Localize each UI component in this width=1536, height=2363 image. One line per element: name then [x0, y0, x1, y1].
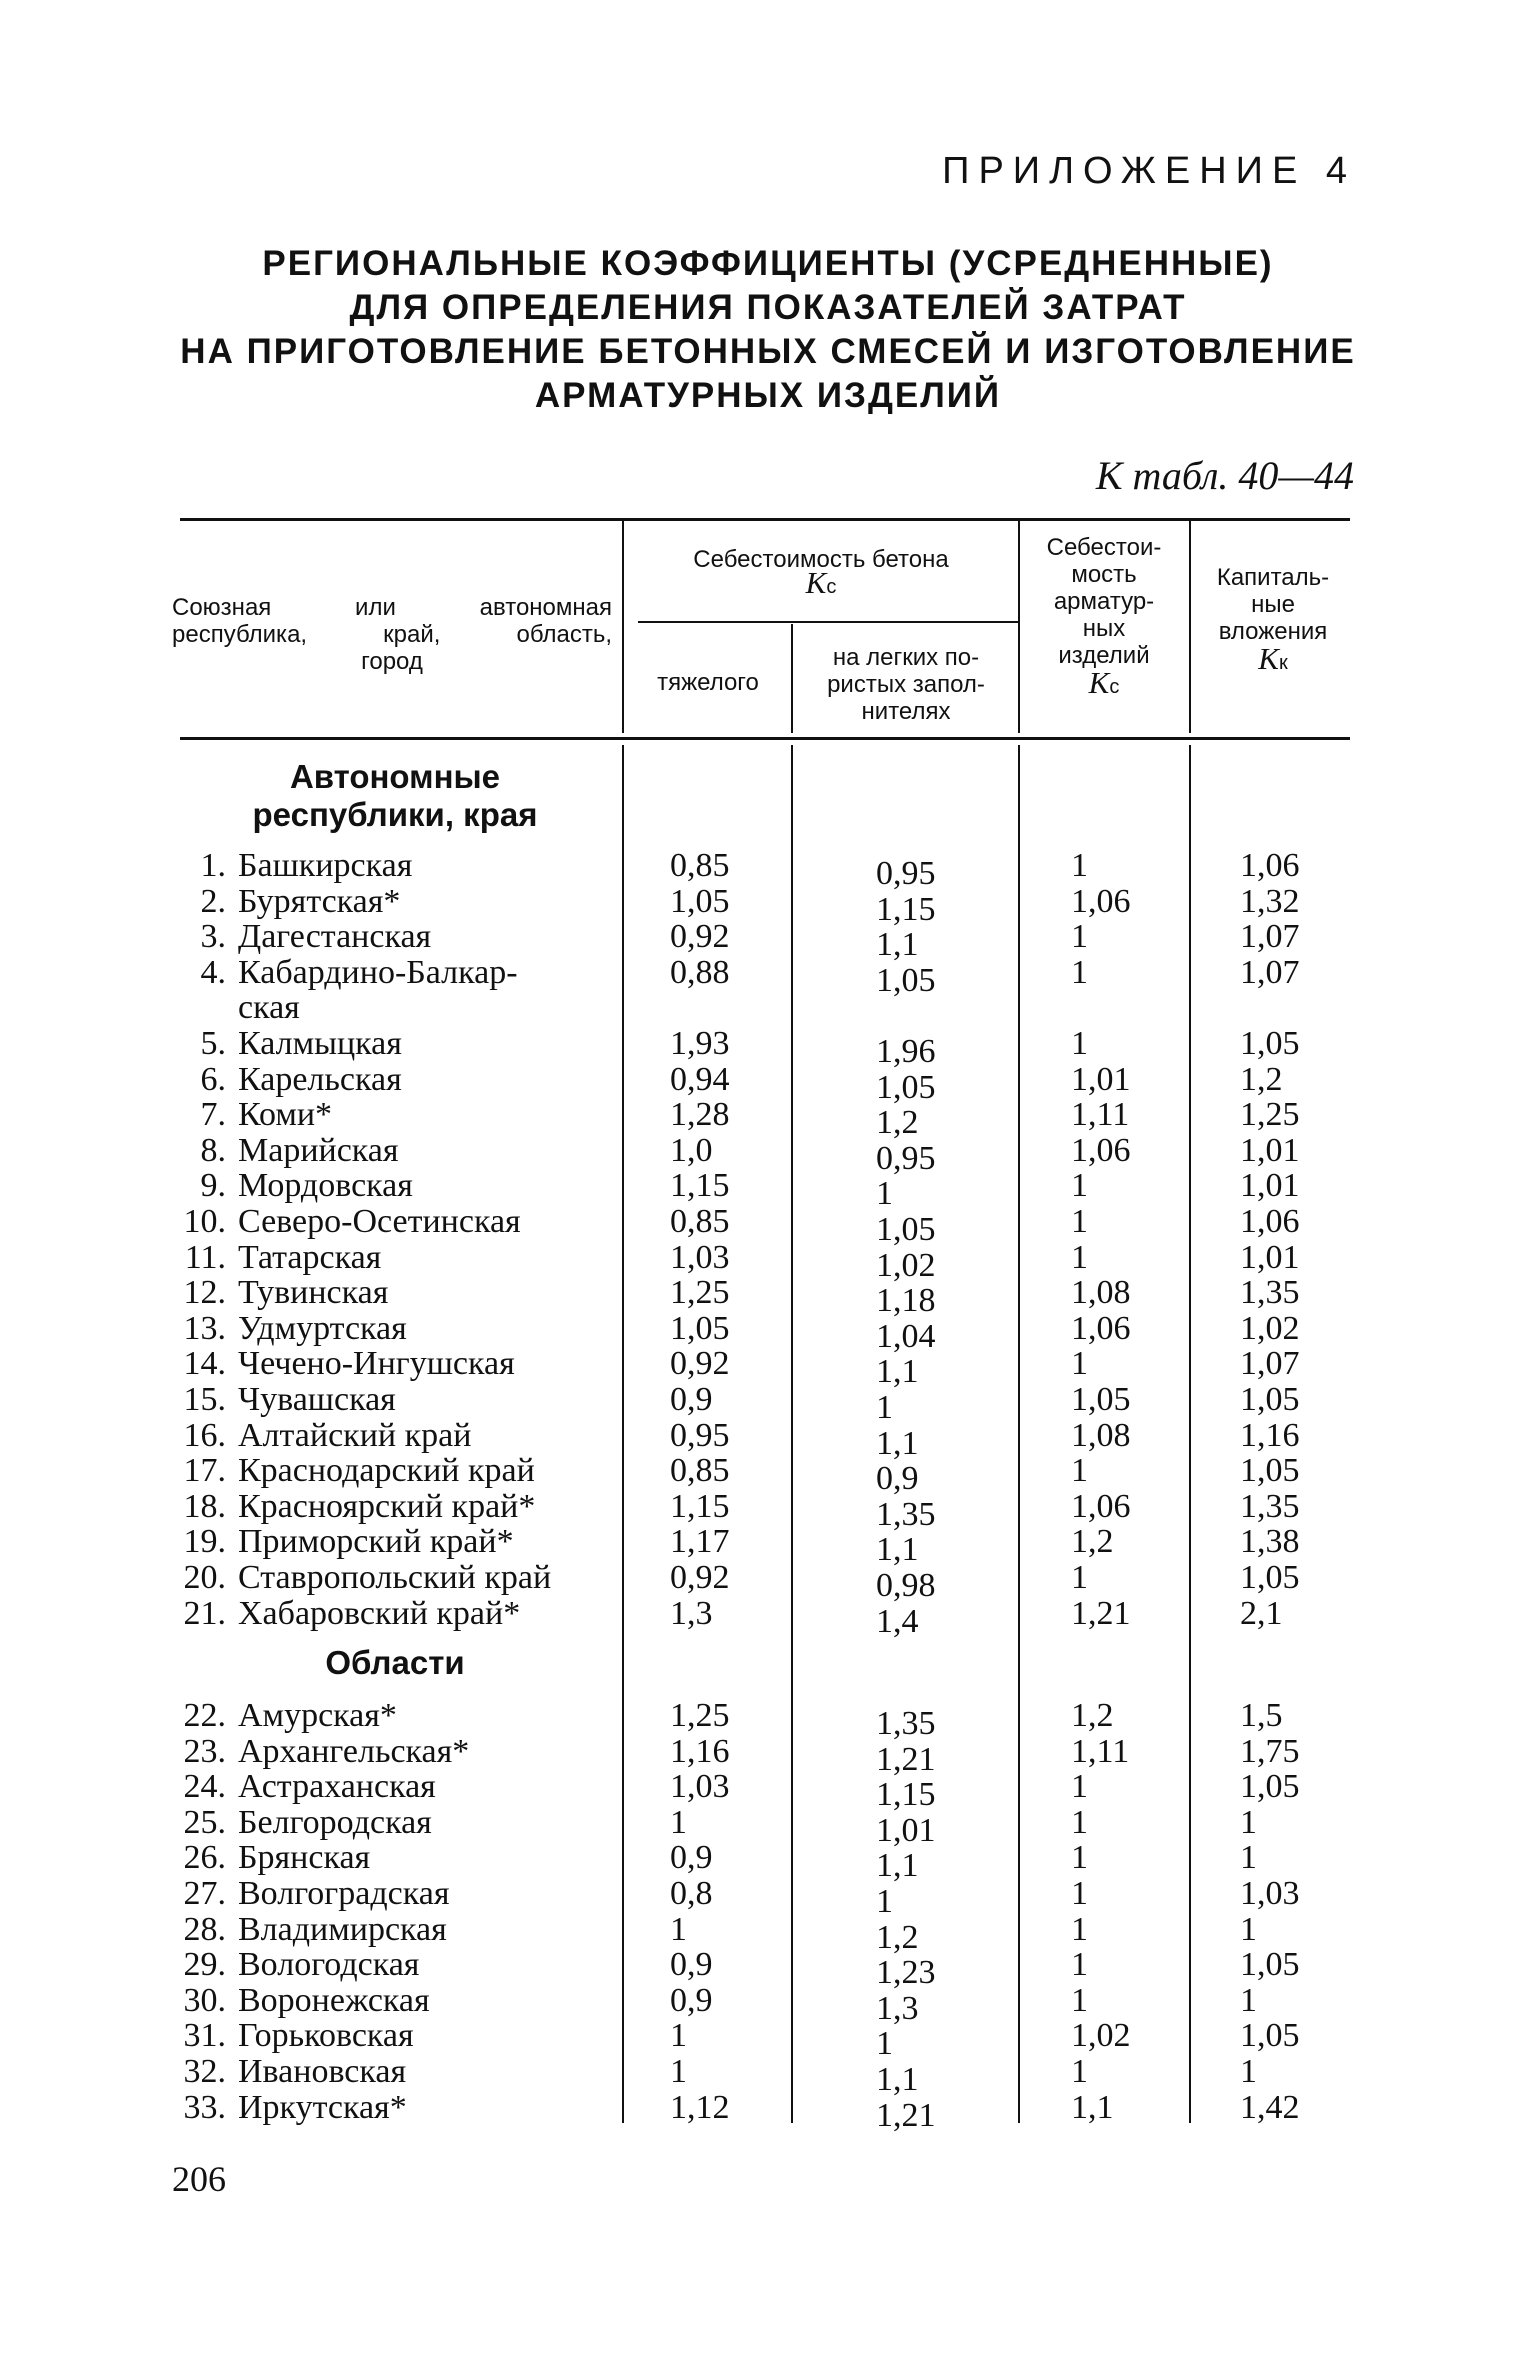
capital-investment: 1,05	[1240, 1559, 1300, 1596]
region-name: Алтайский край	[238, 1416, 472, 1454]
capital-investment: 1,05	[1240, 1381, 1300, 1418]
capital-investment: 1,07	[1240, 1345, 1300, 1383]
light-concrete-cost: 1,21	[876, 2096, 936, 2134]
region-name: Бурятская*	[238, 882, 401, 920]
light-concrete-cost: 1,3	[876, 1989, 919, 2027]
row-number: 2.	[200, 882, 226, 920]
region-name: Краснодарский край	[238, 1452, 535, 1490]
heavy-concrete-cost: 1,15	[670, 1167, 730, 1205]
light-concrete-cost: 1,15	[876, 890, 936, 928]
rebar-cost: 1	[1071, 1946, 1088, 1984]
light-concrete-cost: 1,1	[876, 926, 919, 964]
rebar-cost: 1,2	[1071, 1523, 1114, 1561]
table-row	[0, 1946, 1536, 1992]
capital-investment: 1,06	[1240, 1203, 1300, 1240]
table-row	[0, 1559, 1536, 1604]
symbol-k: K	[1088, 665, 1110, 700]
rebar-cost: 1,06	[1071, 1487, 1131, 1525]
rebar-coefficient-symbol	[1022, 665, 1186, 701]
row-number: 19.	[183, 1523, 226, 1561]
capital-investment: 1	[1240, 1839, 1257, 1877]
row-number: 28.	[183, 1910, 226, 1948]
light-concrete-cost: 1,1	[876, 2061, 919, 2098]
rebar-cost: 1	[1071, 1839, 1088, 1877]
table-row	[0, 1910, 1536, 1956]
heavy-concrete-cost: 0,9	[670, 1381, 713, 1418]
capital-investment: 1,01	[1240, 1238, 1300, 1276]
heavy-concrete-cost: 1,05	[670, 1309, 730, 1347]
capital-investment: 1,01	[1240, 1167, 1300, 1205]
region-name: Астраханская	[238, 1768, 436, 1806]
header-region-line: республика, край, область,	[172, 621, 612, 648]
heavy-concrete-cost: 0,94	[670, 1060, 730, 1098]
header-rebar-line: арматур-	[1053, 588, 1155, 615]
region-name: Архангельская*	[238, 1732, 470, 1770]
heavy-concrete-cost: 1,16	[670, 1732, 730, 1770]
capital-investment: 1	[1240, 1910, 1257, 1948]
capital-investment: 1,32	[1240, 882, 1300, 920]
rebar-cost: 1	[1071, 1559, 1088, 1596]
table-row	[0, 1523, 1536, 1569]
row-number: 16.	[183, 1416, 226, 1454]
region-name: Мордовская	[238, 1167, 413, 1205]
table-row	[0, 1803, 1536, 1849]
title-line: АРМАТУРНЫХ ИЗДЕЛИЙ	[534, 376, 1002, 415]
capital-investment: 1,01	[1240, 1131, 1300, 1169]
rebar-cost: 1,08	[1071, 1416, 1131, 1454]
table-row	[0, 1381, 1536, 1426]
heavy-concrete-cost: 1,05	[670, 882, 730, 920]
light-concrete-cost: 1,05	[876, 1068, 936, 1106]
concrete-subheader-rule	[638, 621, 1018, 623]
row-number: 15.	[183, 1381, 226, 1418]
rebar-cost: 1,21	[1071, 1594, 1131, 1632]
heavy-concrete-cost: 1,93	[670, 1025, 730, 1062]
region-name: Амурская*	[238, 1697, 397, 1734]
header-rebar-line: изделий	[1058, 642, 1150, 669]
light-concrete-cost: 1	[876, 1389, 893, 1426]
rebar-cost: 1	[1071, 1981, 1088, 2019]
heavy-concrete-cost: 1	[670, 2017, 687, 2055]
light-concrete-cost: 1,02	[876, 1246, 936, 1284]
capital-investment: 1,35	[1240, 1274, 1300, 1312]
rebar-cost: 1	[1071, 847, 1088, 884]
region-name: Марийская	[238, 1131, 399, 1169]
capital-investment: 1,25	[1240, 1096, 1300, 1134]
region-name: Брянская	[238, 1839, 371, 1877]
capital-investment: 1,16	[1240, 1416, 1300, 1454]
row-number: 8.	[200, 1131, 226, 1169]
header-region-line: город	[361, 648, 423, 675]
region-name: Иркутская*	[238, 2088, 407, 2126]
table-row	[0, 847, 1536, 892]
table-row	[0, 2088, 1536, 2134]
heavy-concrete-cost: 1	[670, 2053, 687, 2090]
capital-investment: 1,38	[1240, 1523, 1300, 1561]
capital-investment: 1,06	[1240, 847, 1300, 884]
row-number: 17.	[183, 1452, 226, 1490]
row-number: 22.	[183, 1697, 226, 1734]
heavy-concrete-cost: 0,85	[670, 847, 730, 884]
rebar-cost: 1,11	[1071, 1096, 1130, 1134]
capital-investment: 1,75	[1240, 1732, 1300, 1770]
rebar-cost: 1,06	[1071, 1309, 1131, 1347]
symbol-k: K	[1258, 641, 1279, 676]
header-light	[796, 644, 1016, 725]
row-number: 18.	[183, 1487, 226, 1525]
heavy-concrete-cost: 1,15	[670, 1487, 730, 1525]
light-concrete-cost: 1,1	[876, 1353, 919, 1391]
light-concrete-cost: 1,4	[876, 1602, 919, 1640]
table-row	[0, 1025, 1536, 1070]
rebar-cost: 1	[1071, 1238, 1088, 1276]
region-name: Татарская	[238, 1238, 382, 1276]
capital-investment: 1,05	[1240, 1768, 1300, 1806]
light-concrete-cost: 0,98	[876, 1567, 936, 1604]
region-name: Чечено-Ингушская	[238, 1345, 515, 1383]
heavy-concrete-cost: 1,03	[670, 1768, 730, 1806]
region-name: Ставропольский край	[238, 1559, 552, 1596]
rebar-cost: 1	[1071, 1768, 1088, 1806]
header-region-line: Союзная или автономная	[172, 594, 612, 621]
region-name: Приморский край*	[238, 1523, 514, 1561]
capital-investment: 1,07	[1240, 953, 1300, 991]
header-concrete-cost	[628, 546, 1014, 601]
row-number: 11.	[184, 1238, 226, 1276]
capital-investment: 1,5	[1240, 1697, 1283, 1734]
rebar-cost: 1,01	[1071, 1060, 1131, 1098]
table-reference: К табл. 40—44	[1095, 453, 1354, 498]
region-name: Горьковская	[238, 2017, 414, 2055]
capital-investment: 1,03	[1240, 1875, 1300, 1912]
table-row	[0, 1875, 1536, 1920]
table-row	[0, 1167, 1536, 1213]
light-concrete-cost: 1,21	[876, 1740, 936, 1778]
column-divider	[791, 624, 793, 733]
region-name: Хабаровский край*	[238, 1594, 521, 1632]
title-line: РЕГИОНАЛЬНЫЕ КОЭФФИЦИЕНТЫ (УСРЕДНЕННЫЕ)	[262, 244, 1274, 283]
row-number: 6.	[200, 1060, 226, 1098]
table-row	[0, 1697, 1536, 1742]
concrete-coefficient-symbol	[628, 565, 1014, 601]
header-capital-line: ные	[1251, 591, 1295, 618]
appendix-label: ПРИЛОЖЕНИЕ 4	[942, 150, 1356, 192]
row-number: 5.	[200, 1025, 226, 1062]
table-row	[0, 1732, 1536, 1778]
capital-investment: 1	[1240, 2053, 1257, 2090]
column-divider	[622, 520, 624, 733]
heavy-concrete-cost: 1,03	[670, 1238, 730, 1276]
section-title-line: Автономные	[289, 758, 501, 795]
heavy-concrete-cost: 0,88	[670, 953, 730, 991]
heavy-concrete-cost: 1,12	[670, 2088, 730, 2126]
row-number: 33.	[183, 2088, 226, 2126]
region-name: Тувинская	[238, 1274, 389, 1312]
light-concrete-cost: 1,01	[876, 1811, 936, 1849]
region-name: Воронежская	[238, 1981, 430, 2019]
header-capital-line: вложения	[1218, 618, 1328, 645]
heavy-concrete-cost: 0,9	[670, 1981, 713, 2019]
row-number: 13.	[183, 1309, 226, 1347]
table-row	[0, 953, 1536, 1027]
capital-coefficient-symbol	[1193, 641, 1353, 677]
light-concrete-cost: 1,05	[876, 961, 936, 999]
heavy-concrete-cost: 0,85	[670, 1452, 730, 1490]
capital-investment: 1,05	[1240, 1946, 1300, 1984]
rebar-cost: 1,05	[1071, 1381, 1131, 1418]
header-rebar-line: мость	[1071, 561, 1137, 588]
light-concrete-cost: 1,1	[876, 1424, 919, 1462]
table-row	[0, 1096, 1536, 1142]
light-concrete-cost: 0,9	[876, 1460, 919, 1498]
region-name: Волгоградская	[238, 1875, 450, 1912]
table-row	[0, 1981, 1536, 2027]
light-concrete-cost: 1,18	[876, 1282, 936, 1320]
page-number: 206	[172, 2159, 226, 2199]
light-concrete-cost: 1	[876, 1175, 893, 1213]
heavy-concrete-cost: 0,92	[670, 1345, 730, 1383]
header-rebar-cost	[1022, 534, 1186, 701]
rebar-cost: 1	[1071, 1875, 1088, 1912]
light-concrete-cost: 1,15	[876, 1776, 936, 1814]
row-number: 31.	[183, 2017, 226, 2055]
light-concrete-cost: 1,35	[876, 1705, 936, 1742]
capital-investment: 2,1	[1240, 1594, 1283, 1632]
rebar-cost: 1,11	[1071, 1732, 1130, 1770]
capital-investment: 1,05	[1240, 1452, 1300, 1490]
section-title-line: Области	[325, 1644, 465, 1681]
light-concrete-cost: 1,23	[876, 1954, 936, 1992]
heavy-concrete-cost: 0,92	[670, 1559, 730, 1596]
row-number: 4.	[200, 953, 226, 991]
table-row	[0, 1416, 1536, 1462]
table-row	[0, 1487, 1536, 1533]
table-row	[0, 2053, 1536, 2098]
heavy-concrete-cost: 1	[670, 1803, 687, 1841]
table-row	[0, 1594, 1536, 1640]
table-row	[0, 1274, 1536, 1320]
rebar-cost: 1	[1071, 1203, 1088, 1240]
rebar-cost: 1,08	[1071, 1274, 1131, 1312]
column-divider	[1018, 520, 1020, 733]
row-number: 27.	[183, 1875, 226, 1912]
header-capital	[1193, 564, 1353, 677]
heavy-concrete-cost: 0,95	[670, 1416, 730, 1454]
region-name: Калмыцкая	[238, 1025, 402, 1062]
row-number: 23.	[183, 1732, 226, 1770]
heavy-concrete-cost: 0,85	[670, 1203, 730, 1240]
table-top-rule	[180, 518, 1350, 521]
rebar-cost: 1	[1071, 1167, 1088, 1205]
light-concrete-cost: 1	[876, 2025, 893, 2063]
region-name: Северо-Осетинская	[238, 1203, 521, 1240]
region-name: Владимирская	[238, 1910, 447, 1948]
header-light-line: нителях	[861, 698, 951, 725]
row-number: 20.	[183, 1559, 226, 1596]
heavy-concrete-cost: 1,0	[670, 1131, 713, 1169]
table-row	[0, 882, 1536, 928]
capital-investment: 1,42	[1240, 2088, 1300, 2126]
header-region	[172, 594, 612, 675]
rebar-cost: 1	[1071, 953, 1088, 991]
region-name: Башкирская	[238, 847, 413, 884]
heavy-concrete-cost: 0,92	[670, 918, 730, 956]
title-line: НА ПРИГОТОВЛЕНИЕ БЕТОННЫХ СМЕСЕЙ И ИЗГОТОВЛЕНИЕ	[180, 332, 1356, 371]
region-name: Красноярский край*	[238, 1487, 536, 1525]
table-row	[0, 1452, 1536, 1498]
column-divider	[1189, 520, 1191, 733]
table-row	[0, 918, 1536, 964]
table-row	[0, 1203, 1536, 1248]
capital-investment: 1,2	[1240, 1060, 1283, 1098]
header-concrete-label: Себестоимость бетона	[693, 546, 949, 573]
row-number: 12.	[183, 1274, 226, 1312]
section-title	[180, 1644, 610, 1682]
rebar-cost: 1	[1071, 1345, 1088, 1383]
symbol-k: K	[805, 565, 827, 600]
light-concrete-cost: 0,95	[876, 1139, 936, 1177]
row-number: 3.	[200, 918, 226, 956]
row-number: 25.	[183, 1803, 226, 1841]
row-number: 14.	[183, 1345, 226, 1383]
heavy-concrete-cost: 1	[670, 1910, 687, 1948]
capital-investment: 1	[1240, 1803, 1257, 1841]
capital-investment: 1,35	[1240, 1487, 1300, 1525]
heavy-concrete-cost: 1,17	[670, 1523, 730, 1561]
table-row	[0, 1309, 1536, 1355]
heavy-concrete-cost: 1,25	[670, 1697, 730, 1734]
symbol-sub: с	[1109, 676, 1120, 698]
capital-investment: 1,05	[1240, 2017, 1300, 2055]
row-number: 32.	[183, 2053, 226, 2090]
rebar-cost: 1	[1071, 1803, 1088, 1841]
region-name: Карельская	[238, 1060, 402, 1098]
light-concrete-cost: 1,1	[876, 1531, 919, 1569]
title-line: ДЛЯ ОПРЕДЕЛЕНИЯ ПОКАЗАТЕЛЕЙ ЗАТРАТ	[349, 288, 1187, 327]
row-number: 24.	[183, 1768, 226, 1806]
region-name: Вологодская	[238, 1946, 420, 1984]
heavy-concrete-cost: 1,3	[670, 1594, 713, 1632]
region-name: Удмуртская	[238, 1309, 407, 1347]
row-number: 30.	[183, 1981, 226, 2019]
region-name: Белгородская	[238, 1803, 432, 1841]
capital-investment: 1	[1240, 1981, 1257, 2019]
capital-investment: 1,02	[1240, 1309, 1300, 1347]
region-name: Чувашская	[238, 1381, 396, 1418]
light-concrete-cost: 1,2	[876, 1918, 919, 1956]
rebar-cost: 1,2	[1071, 1697, 1114, 1734]
row-number: 7.	[200, 1096, 226, 1134]
table-row	[0, 1345, 1536, 1391]
rebar-cost: 1	[1071, 2053, 1088, 2090]
rebar-cost: 1	[1071, 918, 1088, 956]
light-concrete-cost: 0,95	[876, 855, 936, 892]
heavy-concrete-cost: 1,25	[670, 1274, 730, 1312]
rebar-cost: 1,1	[1071, 2088, 1114, 2126]
heavy-concrete-cost: 1,28	[670, 1096, 730, 1134]
light-concrete-cost: 1,05	[876, 1211, 936, 1248]
table-row	[0, 1839, 1536, 1885]
region-name: Дагестанская	[238, 918, 432, 956]
header-heavy: тяжелого	[657, 669, 759, 696]
table-row	[0, 1768, 1536, 1814]
region-name: Коми*	[238, 1096, 333, 1134]
header-light-line: на легких по-	[832, 644, 980, 671]
rebar-cost: 1	[1071, 1910, 1088, 1948]
light-concrete-cost: 1,1	[876, 1847, 919, 1885]
section-title-line: республики, края	[252, 796, 538, 833]
region-name-continuation: ская	[238, 989, 300, 1027]
row-number: 1.	[200, 847, 226, 884]
rebar-cost: 1,06	[1071, 1131, 1131, 1169]
heavy-concrete-cost: 0,9	[670, 1946, 713, 1984]
rebar-cost: 1,06	[1071, 882, 1131, 920]
table-row	[0, 1060, 1536, 1106]
light-concrete-cost: 1,04	[876, 1317, 936, 1355]
heavy-concrete-cost: 0,9	[670, 1839, 713, 1877]
rebar-cost: 1	[1071, 1025, 1088, 1062]
light-concrete-cost: 1,2	[876, 1104, 919, 1142]
header-bottom-rule	[180, 737, 1350, 740]
section-title	[180, 758, 610, 834]
row-number: 29.	[183, 1946, 226, 1984]
light-concrete-cost: 1,96	[876, 1033, 936, 1070]
region-name: Ивановская	[238, 2053, 407, 2090]
row-number: 10.	[183, 1203, 226, 1240]
table-row	[0, 1131, 1536, 1177]
document-title	[170, 242, 1366, 418]
table-row	[0, 1238, 1536, 1284]
row-number: 9.	[200, 1167, 226, 1205]
rebar-cost: 1	[1071, 1452, 1088, 1490]
table-row	[0, 2017, 1536, 2063]
header-rebar-line: Себестои-	[1046, 534, 1162, 561]
light-concrete-cost: 1	[876, 1883, 893, 1920]
heavy-concrete-cost: 0,8	[670, 1875, 713, 1912]
region-name: Кабардино-Балкар-	[238, 953, 518, 991]
header-rebar-line: ных	[1082, 615, 1126, 642]
symbol-sub: с	[826, 576, 837, 598]
header-light-line: ристых запол-	[827, 671, 985, 698]
symbol-sub: к	[1278, 652, 1288, 674]
row-number: 26.	[183, 1839, 226, 1877]
capital-investment: 1,07	[1240, 918, 1300, 956]
rebar-cost: 1,02	[1071, 2017, 1131, 2055]
capital-investment: 1,05	[1240, 1025, 1300, 1062]
light-concrete-cost: 1,35	[876, 1495, 936, 1533]
header-capital-line: Капиталь-	[1216, 564, 1330, 591]
row-number: 21.	[183, 1594, 226, 1632]
